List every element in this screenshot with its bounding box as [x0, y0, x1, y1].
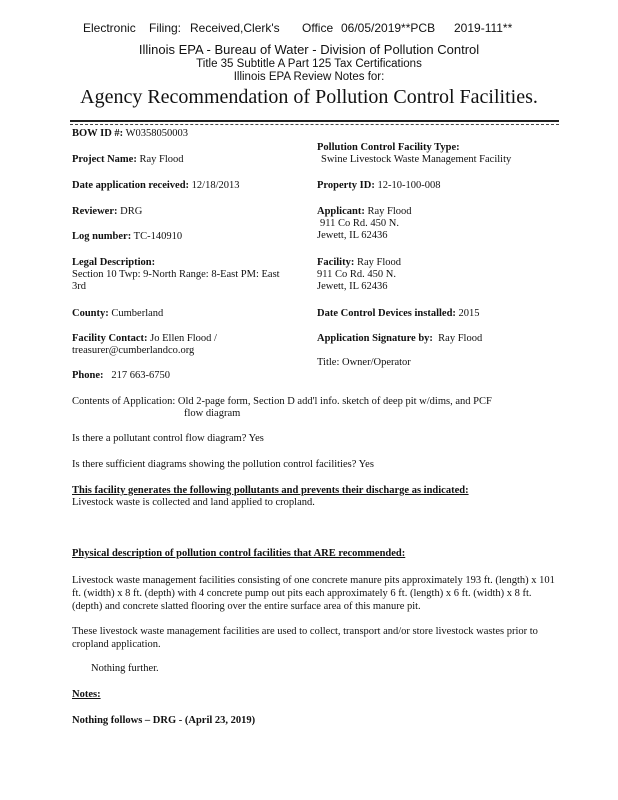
reviewer: Reviewer: DRG [72, 206, 143, 217]
phone: Phone: 217 663-6750 [72, 370, 170, 381]
divider-top [70, 120, 559, 122]
bow-id: BOW ID #: W0358050003 [72, 128, 189, 139]
legal-description-line1: Section 10 Twp: 9-North Range: 8-East PM: East [72, 269, 280, 280]
stamp-office: Office [302, 21, 334, 35]
stamp-electronic: Electronic [83, 21, 136, 35]
facility: Facility: Ray Flood [317, 257, 401, 268]
stamp-docket: 2019-111** [454, 21, 513, 35]
applicant: Applicant: Ray Flood [317, 206, 412, 217]
physical-description-heading: Physical description of pollution control facilities that ARE recommended: [72, 548, 406, 559]
nothing-further: Nothing further. [91, 663, 159, 674]
question-sufficient-diagrams: Is there sufficient diagrams showing the pollution control facilities? Yes [72, 459, 374, 470]
closing-line: Nothing follows – DRG - (April 23, 2019) [72, 715, 256, 726]
contents-of-application-line2: flow diagram [184, 408, 241, 419]
stamp-filing: Filing: [149, 21, 182, 35]
pcf-type-label: Pollution Control Facility Type: [317, 142, 460, 153]
facility-addr1: 911 Co Rd. 450 N. [317, 269, 396, 280]
applicant-addr1: 911 Co Rd. 450 N. [320, 218, 399, 229]
stamp-date: 06/05/2019**PCB [341, 21, 436, 35]
divider-top-dashed [70, 124, 559, 125]
header-line2: Title 35 Subtitle A Part 125 Tax Certifications [196, 58, 422, 70]
county: County: Cumberland [72, 308, 164, 319]
physical-description-text: Livestock waste management facilities consisting of one concrete manure pits approximately 193 ft. (length) x 101 ft. (width) x 8 ft. (depth) with 4 concrete pump out pits each approximately 6 ft. (length) x 6 ft. (width) x 8 ft. (depth) and concrete slatted flooring over the entire surface area of this manure pit. [72, 575, 555, 612]
stamp-received: Received,Clerk's [190, 21, 280, 35]
property-id: Property ID: 12-10-100-008 [317, 180, 441, 191]
legal-description-label: Legal Description: [72, 257, 156, 268]
page-title: Agency Recommendation of Pollution Control Facilities. [80, 86, 538, 108]
control-devices-date: Date Control Devices installed: 2015 [317, 308, 480, 319]
log-number: Log number: TC-140910 [72, 231, 183, 242]
legal-description-line2: 3rd [72, 281, 86, 292]
pollutants-text: Livestock waste is collected and land applied to cropland. [72, 497, 315, 508]
facility-contact: Facility Contact: Jo Ellen Flood / [72, 333, 217, 344]
date-received: Date application received: 12/18/2013 [72, 180, 240, 191]
signer-title: Title: Owner/Operator [317, 357, 411, 368]
application-signature: Application Signature by: Ray Flood [317, 333, 483, 344]
facility-addr2: Jewett, IL 62436 [317, 281, 388, 292]
pollutants-heading: This facility generates the following pollutants and prevents their discharge as indicated: [72, 485, 469, 496]
question-flow-diagram: Is there a pollutant control flow diagram? Yes [72, 433, 264, 444]
project-name: Project Name: Ray Flood [72, 154, 184, 165]
contents-of-application: Contents of Application: Old 2-page form, Section D add'l info. sketch of deep pit w/dims, and PCF [72, 396, 492, 407]
usage-text: These livestock waste management facilities are used to collect, transport and/or store livestock wastes prior to cropland application. [72, 626, 538, 650]
facility-contact-email: treasurer@cumberlandco.org [72, 345, 195, 356]
header-line1: Illinois EPA - Bureau of Water - Division of Pollution Control [138, 42, 480, 57]
header-line3: Illinois EPA Review Notes for: [233, 71, 385, 83]
applicant-addr2: Jewett, IL 62436 [317, 230, 388, 241]
pcf-type: Swine Livestock Waste Management Facility [321, 154, 512, 165]
notes-label: Notes: [72, 689, 101, 700]
